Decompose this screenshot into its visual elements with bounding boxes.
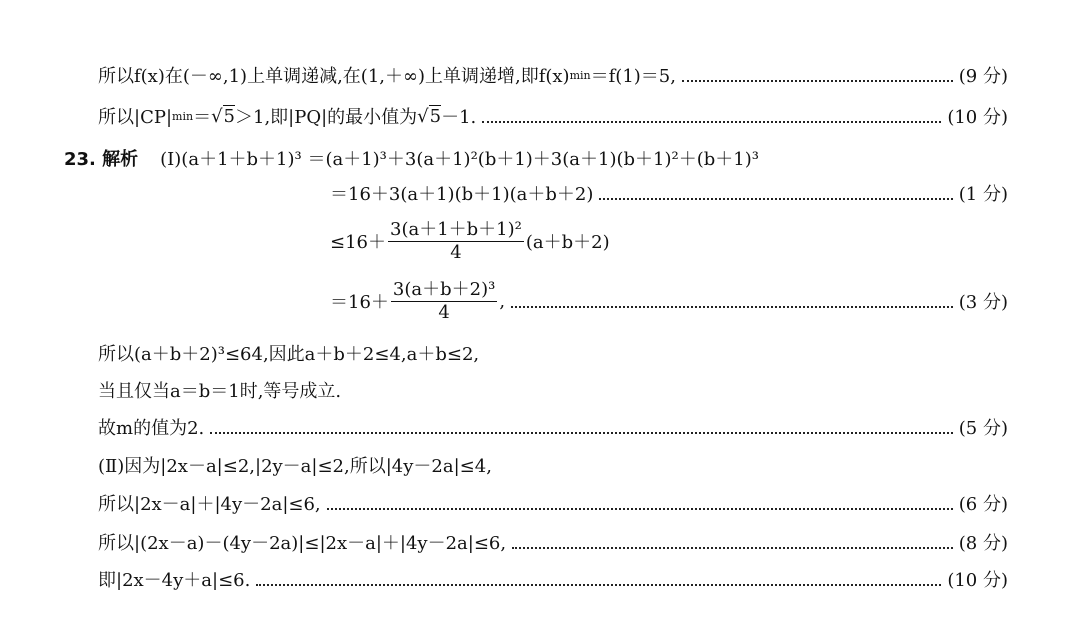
- score-label: (10 分): [947, 570, 1008, 591]
- score-label: (10 分): [947, 107, 1008, 128]
- fraction-numerator: 3(a＋b＋2)³: [392, 278, 496, 300]
- line-text-mid: ＝: [193, 107, 212, 128]
- sqrt-radicand-2: 5: [429, 106, 442, 127]
- line-text: 所以|(2x－a)－(4y－2a)|≤|2x－a|＋|4y－2a|≤6,: [98, 533, 507, 554]
- line-text: 当且仅当a＝b＝1时,等号成立.: [98, 381, 342, 402]
- fraction: [391, 280, 497, 323]
- line-text: (Ⅱ)因为|2x－a|≤2,|2y－a|≤2,所以|4y－2a|≤4,: [98, 456, 492, 477]
- line-tail: ＝f(1)＝5,: [590, 66, 676, 87]
- solution-line-6pts: [98, 490, 1008, 516]
- line-text: 所以f(x)在(－∞,1)上单调递减,在(1,＋∞)上单调递增,即f(x): [98, 66, 570, 87]
- dot-leader: [511, 302, 953, 308]
- solution-line-10pts-a: [98, 103, 1008, 129]
- dot-leader: [327, 504, 953, 510]
- dot-leader: [599, 194, 952, 200]
- score-label: (9 分): [958, 66, 1008, 87]
- solution-line-8pts: [98, 529, 1008, 555]
- line-text-post: ＞1,即|PQ|的最小值为: [235, 107, 418, 128]
- fraction-denominator: 4: [438, 301, 450, 323]
- line-text: 即|2x－4y＋a|≤6.: [98, 570, 251, 591]
- fraction-denominator: 4: [450, 241, 462, 263]
- line-tail: －1.: [441, 107, 477, 128]
- solution-line-5pts: [98, 414, 1008, 440]
- fraction: [388, 220, 524, 263]
- dot-leader: [210, 428, 953, 434]
- line-text-post: (a＋b＋2): [525, 232, 610, 253]
- solution-line: [98, 340, 479, 366]
- solution-line-3pts: [330, 275, 1008, 327]
- solution-line-part-2: [98, 452, 492, 478]
- solution-line-1pt: [330, 180, 1008, 206]
- dot-leader: [682, 76, 953, 82]
- solution-line: [98, 377, 341, 403]
- score-label: (3 分): [958, 292, 1008, 313]
- line-text: 所以(a＋b＋2)³≤64,因此a＋b＋2≤4,a＋b≤2,: [98, 344, 480, 365]
- score-label: (6 分): [958, 494, 1008, 515]
- line-text: 所以|2x－a|＋|4y－2a|≤6,: [98, 494, 321, 515]
- line-text-post: ,: [499, 290, 506, 312]
- line-text: 故m的值为2.: [98, 418, 205, 439]
- line-text-pre: ＝16＋: [330, 292, 389, 313]
- sqrt-symbol: √: [211, 105, 223, 127]
- score-label: (5 分): [958, 418, 1008, 439]
- min-subscript: min: [569, 68, 591, 82]
- problem-23-heading-line: [64, 145, 1008, 171]
- score-label: (8 分): [958, 533, 1008, 554]
- line-text: ＝16＋3(a＋1)(b＋1)(a＋b＋2): [330, 184, 594, 205]
- fraction-numerator: 3(a＋1＋b＋1)²: [390, 218, 522, 240]
- score-label: (1 分): [958, 184, 1008, 205]
- min-subscript: min: [172, 109, 194, 123]
- line-text-pre: ≤16＋: [330, 232, 386, 253]
- solution-line-10pts-b: [98, 566, 1008, 592]
- line-text-pre: 所以|CP|: [98, 107, 173, 128]
- dot-leader: [482, 117, 941, 123]
- sqrt-symbol-2: √: [417, 105, 429, 127]
- problem-number-label: 23. 解析: [64, 149, 139, 170]
- dot-leader: [512, 543, 953, 549]
- solution-line-fraction-a: [330, 215, 610, 267]
- sqrt-radicand: 5: [223, 106, 235, 127]
- dot-leader: [256, 580, 941, 586]
- line-text: (Ⅰ)(a＋1＋b＋1)³ ＝(a＋1)³＋3(a＋1)²(b＋1)＋3(a＋1)(b＋1)²＋(b＋1)³: [160, 149, 759, 170]
- solution-line-9pts: [98, 62, 1008, 88]
